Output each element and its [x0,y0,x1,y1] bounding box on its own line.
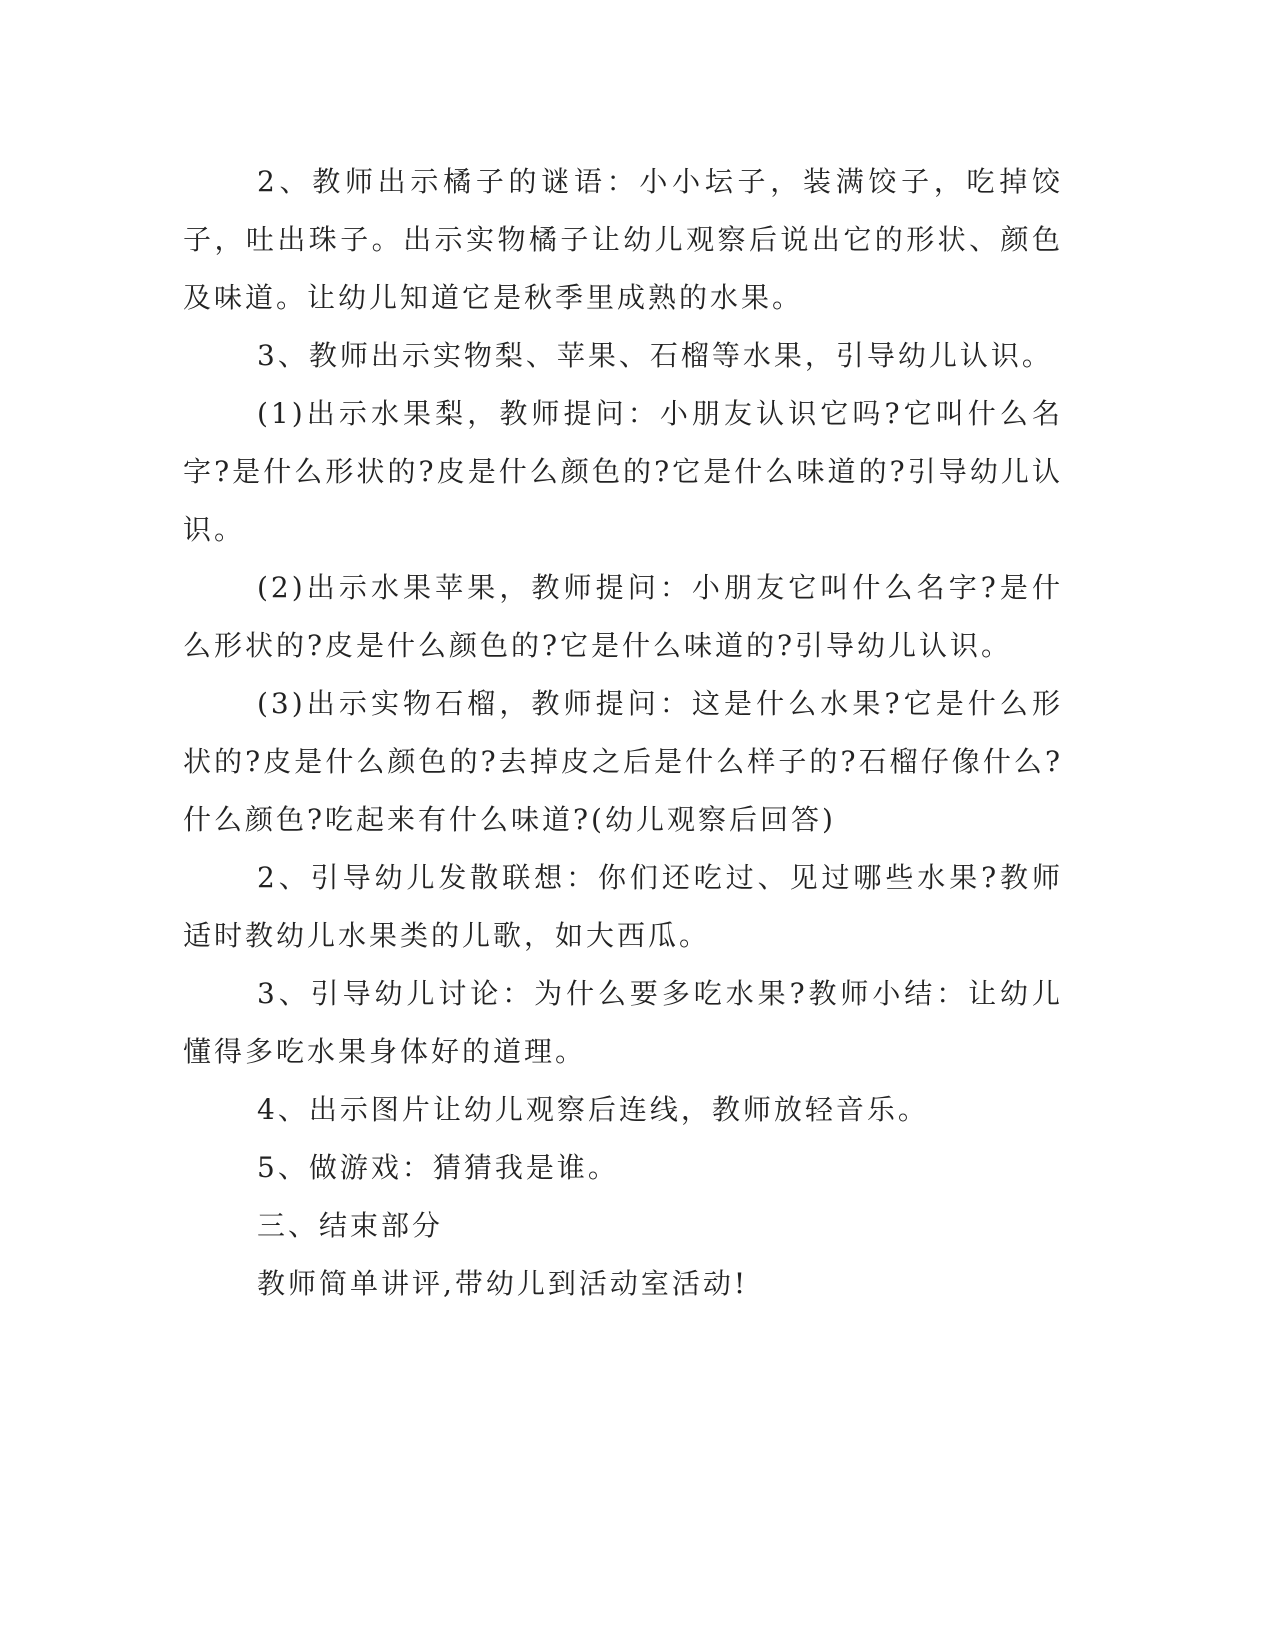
paragraph-pomegranate: (3)出示实物石榴，教师提问：这是什么水果?它是什么形状的?皮是什么颜色的?去掉皮之后是什么样子的?石榴仔像什么?什么颜色?吃起来有什么味道?(幼儿观察后回答) [183,687,1063,836]
paragraph-discussion: 3、引导幼儿讨论：为什么要多吃水果?教师小结：让幼儿懂得多吃水果身体好的道理。 [183,977,1063,1068]
paragraph-closing: 教师简单讲评,带幼儿到活动室活动! [257,1267,749,1300]
section-heading-ending: 三、结束部分 [257,1209,444,1242]
paragraph-riddle-orange: 2、教师出示橘子的谜语：小小坛子，装满饺子，吃掉饺子，吐出珠子。出示实物橘子让幼儿观察后说出它的形状、颜色及味道。让幼儿知道它是秋季里成熟的水果。 [183,165,1063,314]
paragraph-pear: (1)出示水果梨，教师提问：小朋友认识它吗?它叫什么名字?是什么形状的?皮是什么颜色的?它是什么味道的?引导幼儿认识。 [183,397,1063,546]
paragraph-game: 5、做游戏：猜猜我是谁。 [257,1151,619,1184]
paragraph-association: 2、引导幼儿发散联想：你们还吃过、见过哪些水果?教师适时教幼儿水果类的儿歌，如大西瓜。 [183,861,1063,952]
document-page [183,153,1063,1313]
paragraph-matching: 4、出示图片让幼儿观察后连线，教师放轻音乐。 [257,1093,929,1126]
paragraph-apple: (2)出示水果苹果，教师提问：小朋友它叫什么名字?是什么形状的?皮是什么颜色的?它是什么味道的?引导幼儿认识。 [183,571,1063,662]
paragraph-show-fruits: 3、教师出示实物梨、苹果、石榴等水果，引导幼儿认识。 [257,339,1053,372]
